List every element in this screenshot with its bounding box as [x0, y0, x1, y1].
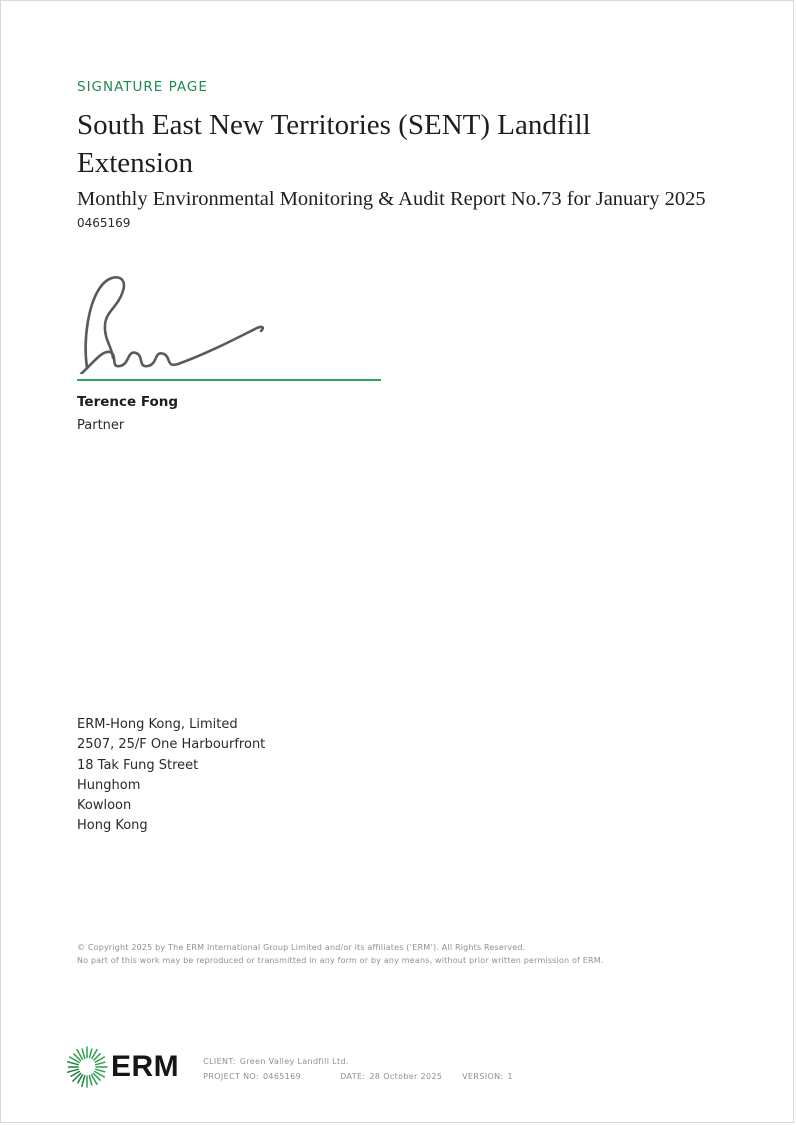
handwritten-signature-icon: [73, 264, 299, 374]
signatory-name: Terence Fong: [77, 394, 179, 410]
date-label: DATE:: [340, 1071, 366, 1081]
project-label: PROJECT NO:: [203, 1071, 259, 1081]
date-segment: [340, 1072, 462, 1081]
signatory-role: Partner: [77, 418, 125, 433]
version-segment: [462, 1072, 513, 1081]
company-address: [77, 715, 265, 837]
copyright-notice: [77, 942, 604, 967]
signature-rule: [77, 379, 381, 381]
version-value: 1: [507, 1071, 513, 1081]
report-subtitle: Monthly Environmental Monitoring & Audit Report No.73 for January 2025: [77, 188, 706, 210]
footer-client-row: [203, 1057, 513, 1066]
address-line: ERM-Hong Kong, Limited: [77, 717, 238, 732]
address-line: Hunghom: [77, 777, 141, 793]
project-number: 0465169: [77, 216, 131, 230]
project-value: 0465169: [262, 1071, 302, 1081]
erm-brand-text: ERM: [111, 1050, 180, 1083]
erm-brand: [65, 1045, 179, 1089]
footer-meta: [203, 1054, 513, 1081]
address-line: Hong Kong: [77, 818, 148, 834]
date-value: 28 October 2025: [369, 1071, 443, 1081]
project-segment: [203, 1072, 340, 1081]
signature-block: [77, 264, 381, 433]
address-line: 18 Tak Fung Street: [77, 757, 199, 773]
footer-project-row: [203, 1072, 513, 1081]
report-title: South East New Territories (SENT) Landfill Extension: [77, 109, 591, 179]
address-line: 2507, 25/F One Harbourfront: [77, 737, 266, 753]
masthead: [77, 79, 725, 230]
client-value: Green Valley Landfill Ltd.: [239, 1056, 349, 1066]
address-line: Kowloon: [77, 798, 132, 814]
copyright-line: No part of this work may be reproduced or transmitted in any form or by any means, without prior written permission of ERM.: [77, 955, 604, 965]
client-label: CLIENT:: [203, 1056, 236, 1066]
copyright-line: © Copyright 2025 by The ERM International Group Limited and/or its affiliates (‘ERM’). All Rights Reserved.: [77, 943, 526, 952]
section-eyebrow: SIGNATURE PAGE: [77, 79, 208, 95]
version-label: VERSION:: [462, 1071, 504, 1081]
erm-sunburst-logo-icon: [65, 1045, 109, 1089]
page-footer: [65, 1045, 513, 1089]
